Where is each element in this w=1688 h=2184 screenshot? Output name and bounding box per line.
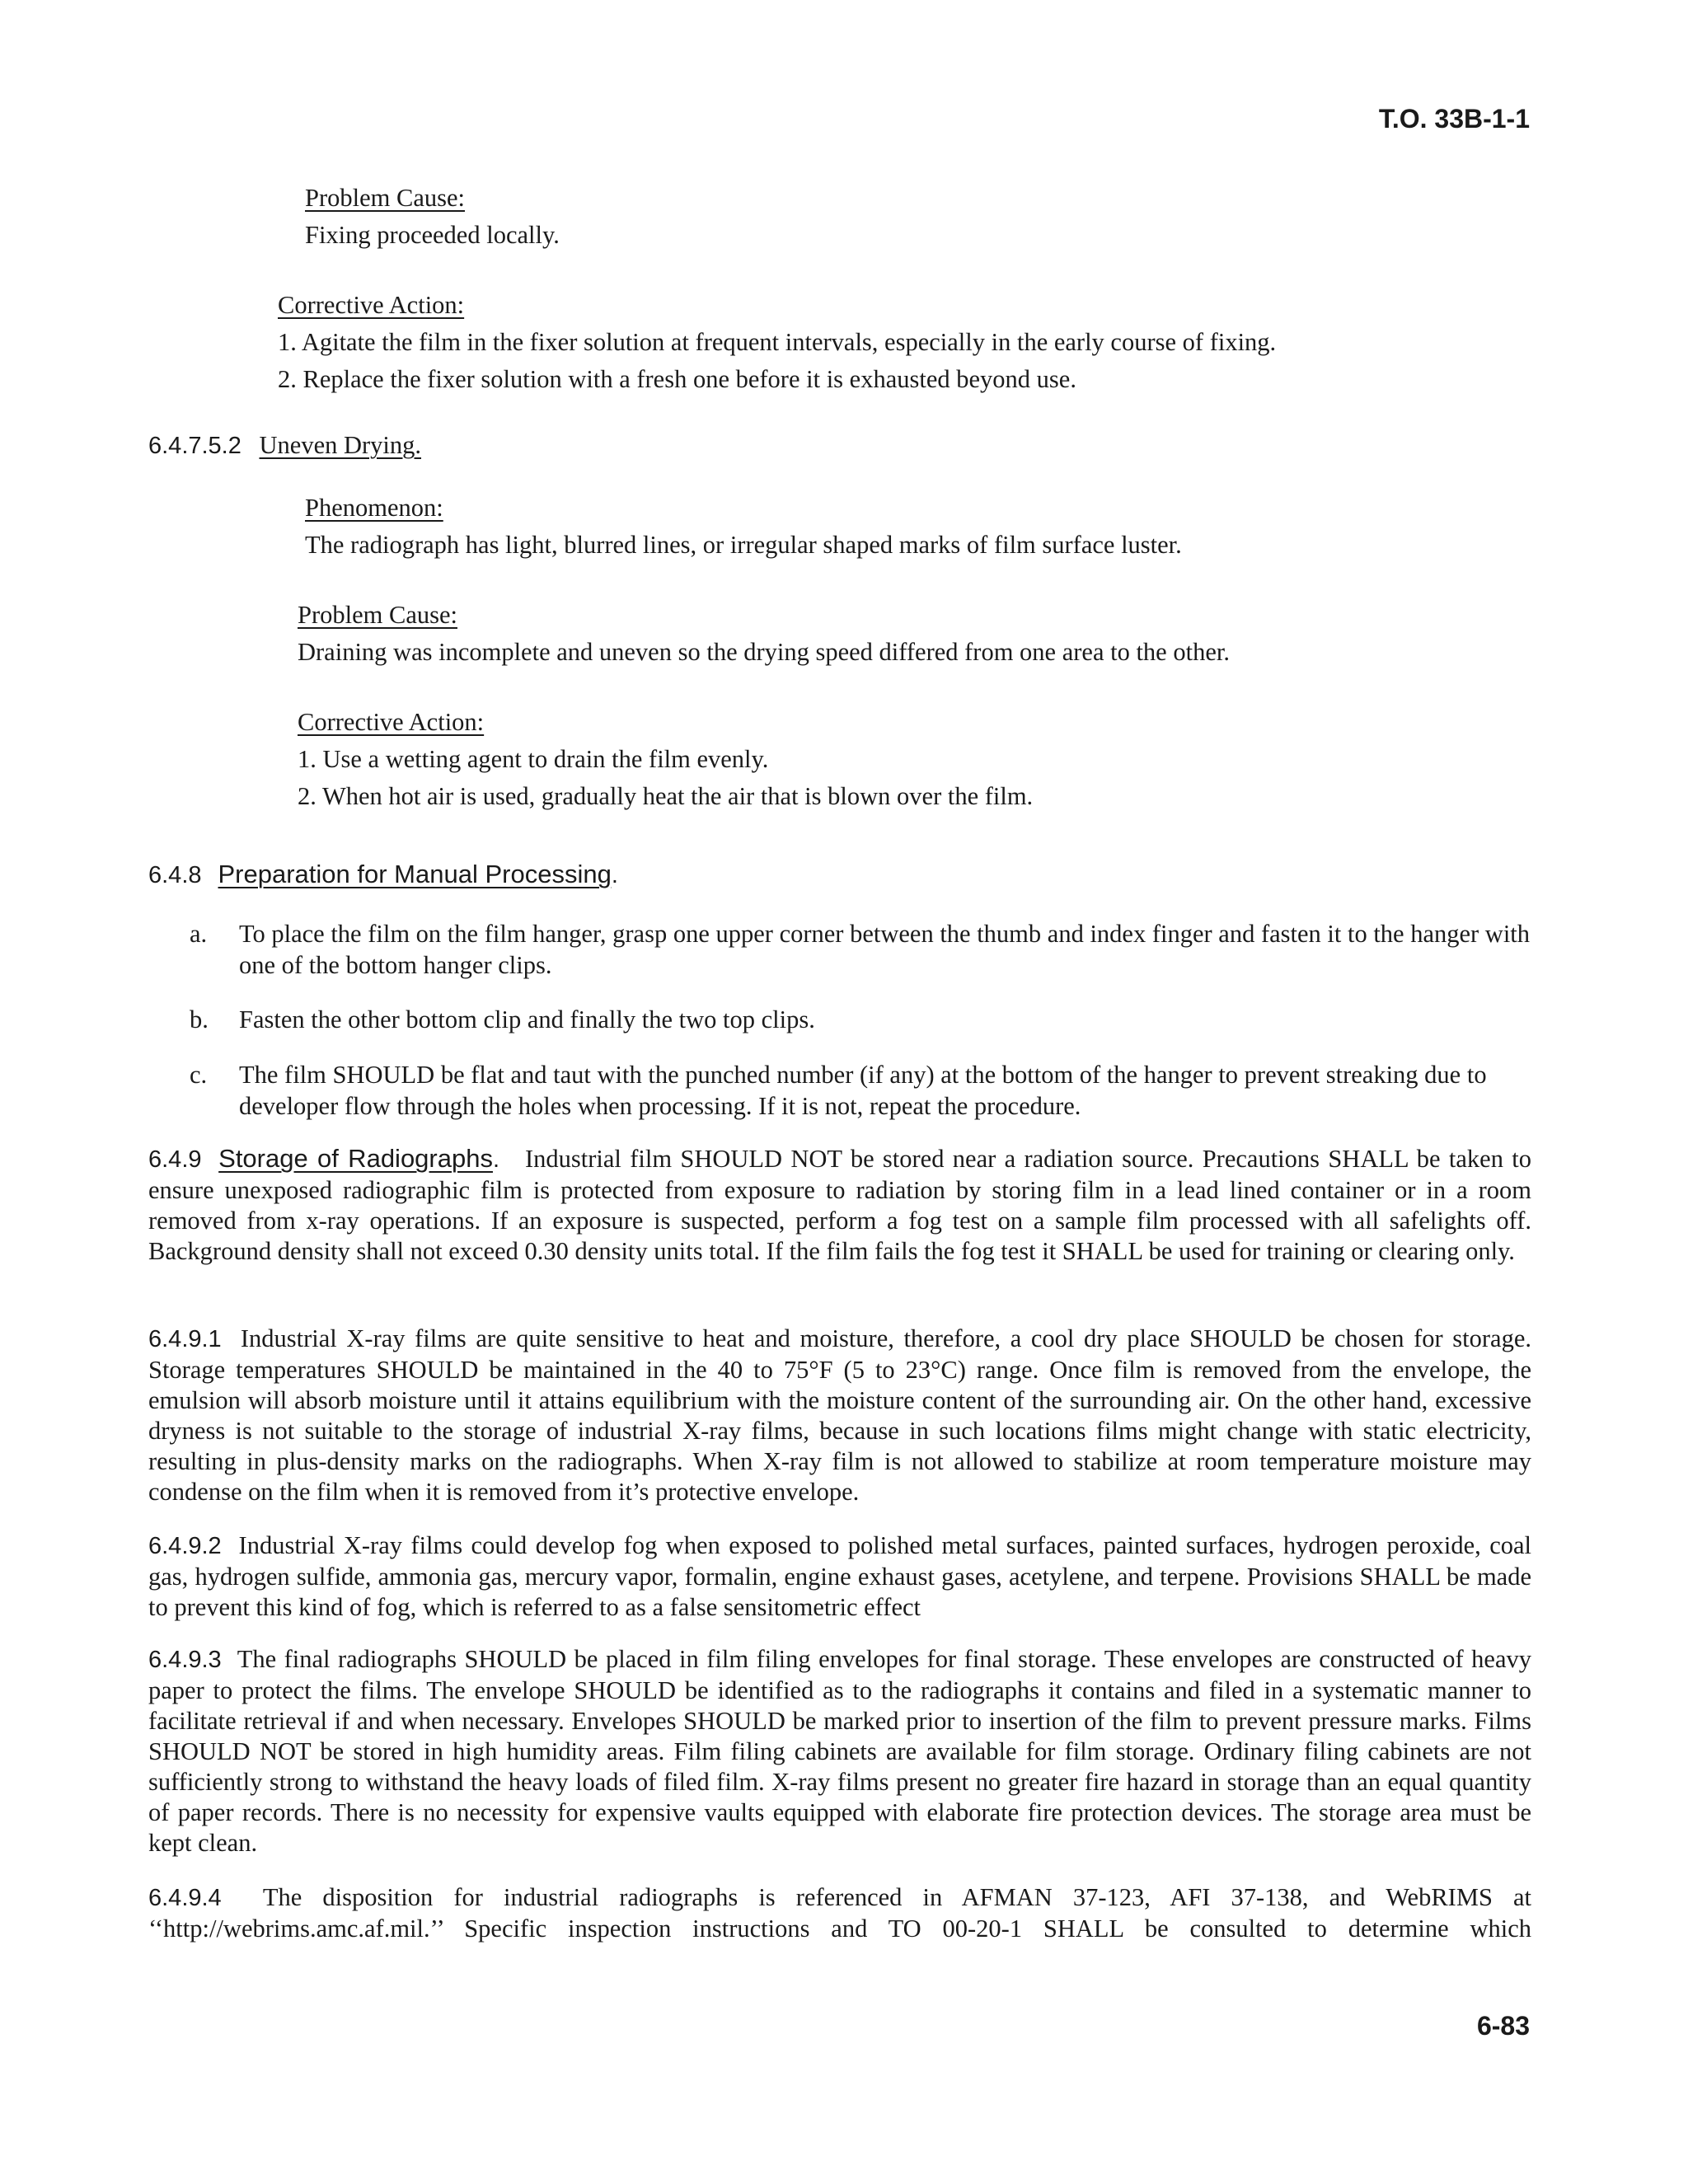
paragraph-text: Industrial film SHOULD NOT be stored near a radiation source. Precautions SHALL be taken to ensure unexposed radiographic film is protected from exposure to radiation by storing film in a lead lined container or in a room removed from x-ray operations. If an exposure is suspected, perform a fog test on a sample film processed with all safelights off. Background density shall not exceed 0.30 density units total. If the film fails the fog test it SHALL be used for training or clearing only. — [148, 1145, 1532, 1265]
corrective-action-label: Corrective Action: — [298, 708, 485, 736]
paragraph-text: The final radiographs SHOULD be placed in film filing envelopes for final storage. These envelopes are constructed of heavy paper to protect the films. The envelope SHOULD be identified as to the radiographs it contains and filed in a systematic manner to facilitate retrieval if and when necessary. Envelopes SHOULD be marked prior to insertion of the film to prevent pressure marks. Films SHOULD NOT be stored in high humidity areas. Film filing cabinets are available for film storage. Ordinary filing cabinets are not sufficiently strong to withstand the heavy loads of filed film. X-ray films present no greater fire hazard in storage than an equal quantity of paper records. There is no necessity for expensive vaults equipped with elaborate fire protection devices. The storage area must be kept clean. — [148, 1645, 1531, 1857]
list-item — [190, 1004, 1531, 1035]
paragraph-text: The disposition for industrial radiographs is referenced in AFMAN 37-123, AFI 37-138, and WebRIMS at ‘‘http://webrims.amc.af.mil.’’ Specific inspection instructions and TO 00-20-1 SHALL be consulted to determine which — [148, 1883, 1532, 1943]
problem-cause-text: Draining was incomplete and uneven so the drying speed differed from one area to the other. — [298, 638, 1230, 666]
problem-cause-block — [305, 183, 560, 251]
section-number: 6.4.8 — [148, 862, 202, 888]
section-heading-uneven-drying — [148, 430, 421, 462]
list-letter: b. — [190, 1005, 209, 1033]
corrective-action-item: 1. Use a wetting agent to drain the film evenly. — [298, 745, 769, 773]
list-item — [190, 918, 1531, 981]
section-number: 6.4.9.2 — [148, 1533, 222, 1559]
problem-cause-block-2 — [298, 600, 1230, 668]
corrective-action-label: Corrective Action: — [278, 291, 465, 319]
section-number: 6.4.9.4 — [148, 1885, 222, 1911]
document-id-header: T.O. 33B-1-1 — [1378, 104, 1530, 134]
section-title-period: . — [611, 862, 618, 888]
section-number: 6.4.9.1 — [148, 1326, 222, 1352]
corrective-action-item: 2. When hot air is used, gradually heat the air that is blown over the film. — [298, 782, 1034, 810]
page-number: 6-83 — [1476, 2011, 1530, 2041]
corrective-action-item: 1. Agitate the film in the fixer solution at frequent intervals, especially in the early course of fixing. — [278, 328, 1277, 356]
section-number: 6.4.9 — [148, 1146, 202, 1173]
problem-cause-label: Problem Cause: — [298, 601, 457, 629]
corrective-action-block-2 — [298, 707, 1033, 812]
list-text: Fasten the other bottom clip and finally the two top clips. — [239, 1005, 815, 1033]
section-title-period: . — [492, 1146, 500, 1173]
paragraph-6-4-9-3 — [148, 1644, 1531, 1858]
section-number: 6.4.7.5.2 — [148, 433, 241, 459]
paragraph-storage-of-radiographs — [148, 1143, 1531, 1267]
paragraph-6-4-9-1 — [148, 1324, 1531, 1507]
list-letter: c. — [190, 1061, 208, 1089]
list-text: The film SHOULD be flat and taut with the punched number (if any) at the bottom of the hanger to prevent streaking due to developer flow through the holes when processing. If it is not, repeat the procedure. — [239, 1061, 1487, 1120]
corrective-action-item: 2. Replace the fixer solution with a fresh one before it is exhausted beyond use. — [278, 365, 1076, 393]
section-title: Uneven Drying. — [259, 431, 422, 459]
phenomenon-text: The radiograph has light, blurred lines, or irregular shaped marks of film surface luster. — [305, 531, 1182, 559]
section-heading-manual-processing — [148, 859, 618, 891]
paragraph-6-4-9-2 — [148, 1530, 1531, 1623]
paragraph-6-4-9-4 — [148, 1882, 1531, 1944]
section-number: 6.4.9.3 — [148, 1647, 222, 1673]
list-item — [190, 1059, 1531, 1122]
section-title: Preparation for Manual Processing — [218, 860, 612, 888]
paragraph-text: Industrial X-ray films are quite sensitive to heat and moisture, therefore, a cool dry place SHOULD be chosen for storage. Storage temperatures SHOULD be maintained in the 40 to 75°F (5 to 23°C) range. Once film is removed from the envelope, the emulsion will absorb moisture until it attains equilibrium with the moisture content of the surrounding air. On the other hand, excessive dryness is not suitable to the storage of industrial X-ray films, because in such locations films might change with static electricity, resulting in plus-density marks on the radiographs. When X-ray film is not allowed to stabilize at room temperature moisture may condense on the film when it is removed from it’s protective envelope. — [148, 1324, 1531, 1506]
section-title: Storage of Radiographs — [218, 1144, 493, 1173]
phenomenon-label: Phenomenon: — [305, 494, 443, 522]
problem-cause-label: Problem Cause: — [305, 184, 465, 212]
phenomenon-block — [305, 493, 1182, 560]
list-text: To place the film on the film hanger, grasp one upper corner between the thumb and index finger and fasten it to the hanger with one of the bottom hanger clips. — [239, 920, 1531, 979]
problem-cause-text: Fixing proceeded locally. — [305, 221, 560, 249]
list-letter: a. — [190, 920, 208, 948]
corrective-action-block — [278, 290, 1276, 395]
paragraph-text: Industrial X-ray films could develop fog when exposed to polished metal surfaces, painted surfaces, hydrogen peroxide, coal gas, hydrogen sulfide, ammonia gas, mercury vapor, formalin, engine exhaust gases, acetylene, and terpene. Provisions SHALL be made to prevent this kind of fog, which is referred to as a false sensitometric effect — [148, 1531, 1532, 1621]
